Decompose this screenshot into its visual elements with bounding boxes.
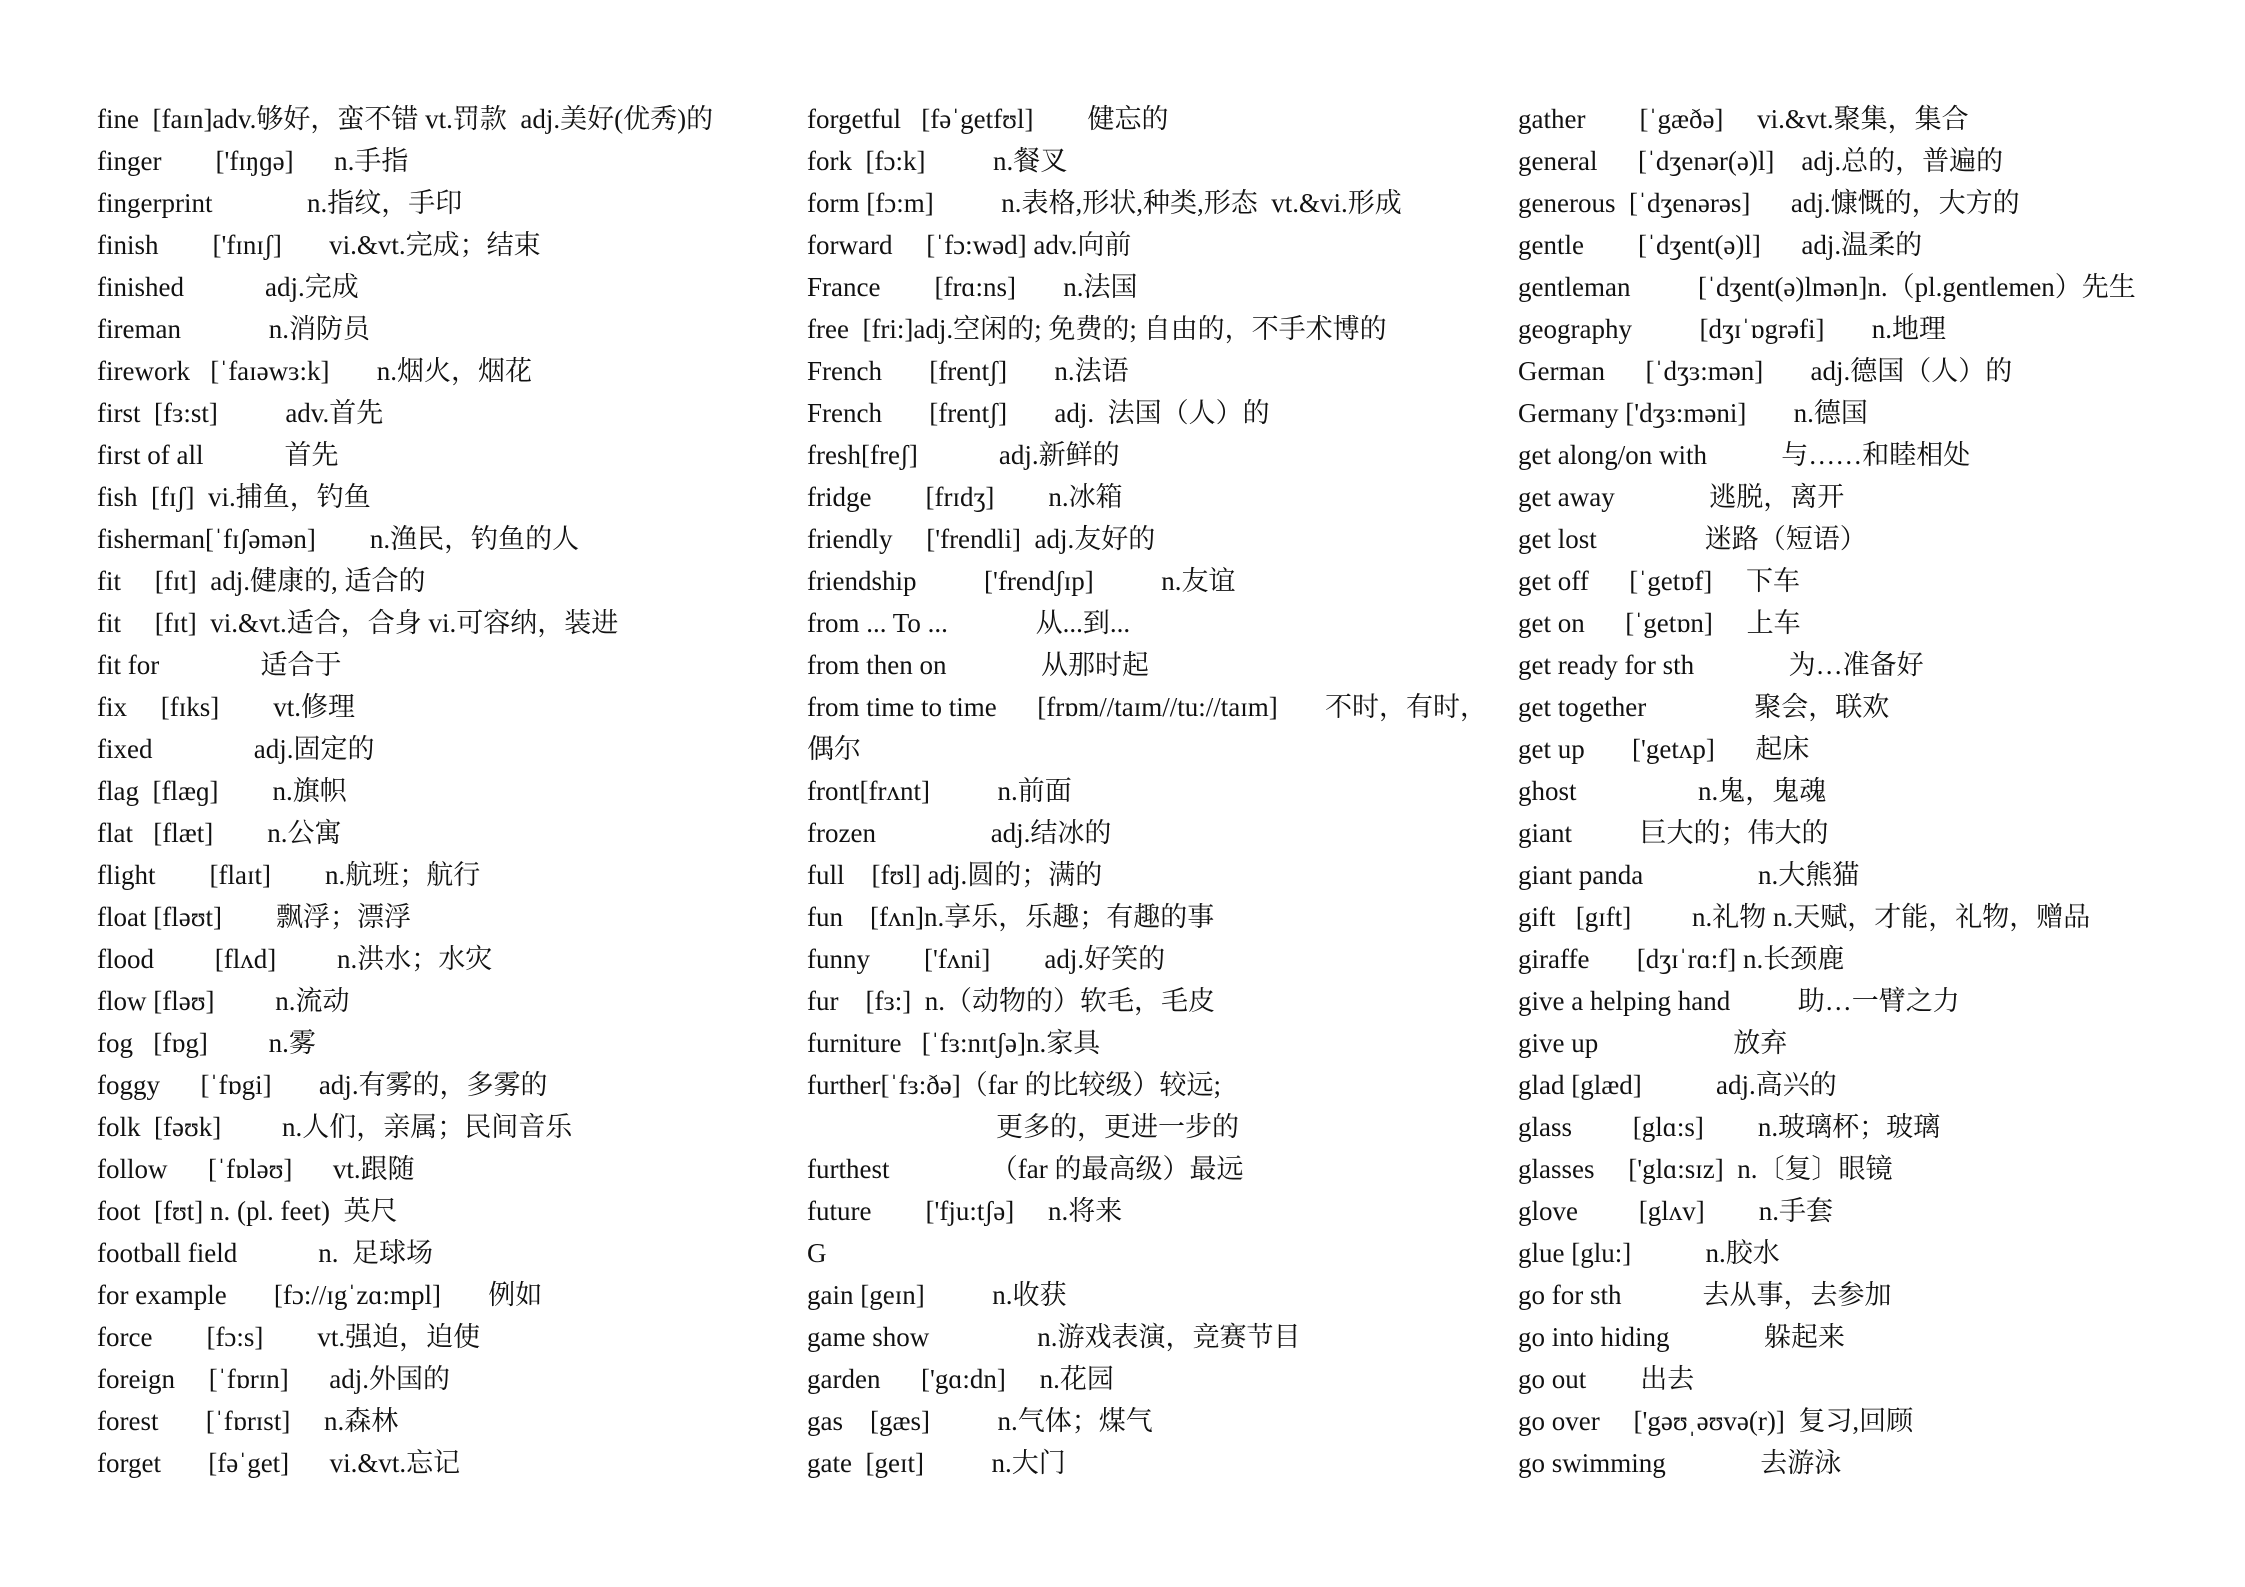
vocabulary-entry: gas [gæs] n.气体；煤气 — [807, 1406, 1153, 1436]
vocabulary-entry: glue [glu:] n.胶水 — [1518, 1238, 1780, 1268]
vocabulary-entry: get together 聚会，联欢 — [1518, 692, 1890, 722]
vocabulary-entry: get lost 迷路（短语） — [1518, 524, 1867, 554]
vocabulary-entry: go out 出去 — [1518, 1364, 1695, 1394]
vocabulary-entry: float [fləʊt] 飘浮；漂浮 — [97, 902, 412, 932]
vocabulary-entry: fog [fɒg] n.雾 — [97, 1028, 316, 1058]
vocabulary-entry: full [fʊl] adj.圆的；满的 — [807, 860, 1103, 890]
vocabulary-entry: get off [ˈgetɒf] 下车 — [1518, 566, 1801, 596]
vocabulary-entry: from then on 从那时起 — [807, 650, 1149, 680]
vocabulary-entry: funny ['fʌni] adj.好笑的 — [807, 944, 1166, 974]
vocabulary-entry: fish [fɪʃ] vi.捕鱼，钓鱼 — [97, 482, 371, 512]
vocabulary-entry: fresh[freʃ] adj.新鲜的 — [807, 440, 1120, 470]
vocabulary-entry: fix [fɪks] vt.修理 — [97, 692, 355, 722]
vocabulary-entry: glasses ['glɑ:sɪz] n.〔复〕眼镜 — [1518, 1154, 1893, 1184]
vocabulary-entry: Germany ['dʒɜ:məni] n.德国 — [1518, 398, 1868, 428]
vocabulary-entry: gentleman [ˈdʒent(ə)lmən]n.（pl.gentlemen）先生 — [1518, 272, 2136, 302]
vocabulary-entry: future ['fju:tʃə] n.将来 — [807, 1196, 1123, 1226]
vocabulary-column-3 — [1518, 98, 2178, 1484]
vocabulary-entry: front[frʌnt] n.前面 — [807, 776, 1072, 806]
vocabulary-column-1 — [97, 98, 757, 1484]
vocabulary-entry: furniture [ˈfɜ:nɪtʃə]n.家具 — [807, 1028, 1101, 1058]
vocabulary-entry: fine [faɪn]adv.够好，蛮不错 vt.罚款 adj.美好(优秀)的 — [97, 104, 714, 134]
vocabulary-entry: get ready for sth 为…准备好 — [1518, 650, 1924, 680]
vocabulary-entry: 偶尔 — [807, 734, 861, 764]
vocabulary-entry: forward [ˈfɔ:wəd] adv.向前 — [807, 230, 1132, 260]
vocabulary-entry: first [fɜ:st] adv.首先 — [97, 398, 384, 428]
vocabulary-entry: form [fɔ:m] n.表格,形状,种类,形态 vt.&vi.形成 — [807, 188, 1402, 218]
vocabulary-entry: forgetful [fəˈgetfʊl] 健忘的 — [807, 104, 1169, 134]
vocabulary-entry: forest [ˈfɒrɪst] n.森林 — [97, 1406, 399, 1436]
vocabulary-entry: get on [ˈgetɒn] 上车 — [1518, 608, 1801, 638]
vocabulary-entry: further[ˈfɜ:ðə]（far 的比较级）较远; — [807, 1070, 1221, 1100]
vocabulary-entry: gain [geɪn] n.收获 — [807, 1280, 1067, 1310]
vocabulary-entry: give a helping hand 助…一臂之力 — [1518, 986, 1960, 1016]
vocabulary-entry: friendly ['frendli] adj.友好的 — [807, 524, 1156, 554]
vocabulary-entry: flow [fləʊ] n.流动 — [97, 986, 350, 1016]
vocabulary-entry: get along/on with 与……和睦相处 — [1518, 440, 1971, 470]
vocabulary-entry: glad [glæd] adj.高兴的 — [1518, 1070, 1837, 1100]
vocabulary-entry: go swimming 去游泳 — [1518, 1448, 1842, 1478]
vocabulary-entry: fixed adj.固定的 — [97, 734, 375, 764]
vocabulary-entry: gift [gɪft] n.礼物 n.天赋，才能，礼物，赠品 — [1518, 902, 2091, 932]
vocabulary-entry: give up 放弃 — [1518, 1028, 1788, 1058]
vocabulary-entry: flight [flaɪt] n.航班；航行 — [97, 860, 481, 890]
vocabulary-entry: giraffe [dʒɪˈrɑ:f] n.长颈鹿 — [1518, 944, 1845, 974]
vocabulary-entry: foreign [ˈfɒrɪn] adj.外国的 — [97, 1364, 451, 1394]
vocabulary-entry: generous [ˈdʒenərəs] adj.慷慨的，大方的 — [1518, 188, 2020, 218]
vocabulary-entry: firework [ˈfaɪəwɜ:k] n.烟火，烟花 — [97, 356, 532, 386]
vocabulary-entry: foggy [ˈfɒgi] adj.有雾的，多雾的 — [97, 1070, 548, 1100]
vocabulary-entry: ghost n.鬼，鬼魂 — [1518, 776, 1827, 806]
vocabulary-entry: France [frɑ:ns] n.法国 — [807, 272, 1138, 302]
vocabulary-entry: gate [geɪt] n.大门 — [807, 1448, 1066, 1478]
vocabulary-entry: first of all 首先 — [97, 440, 339, 470]
vocabulary-entry: go into hiding 躲起来 — [1518, 1322, 1846, 1352]
vocabulary-entry: folk [fəʊk] n.人们，亲属；民间音乐 — [97, 1112, 573, 1142]
vocabulary-entry: fisherman[ˈfɪʃəmən] n.渔民，钓鱼的人 — [97, 524, 580, 554]
vocabulary-entry: glove [glʌv] n.手套 — [1518, 1196, 1833, 1226]
vocabulary-entry: friendship ['frendʃɪp] n.友谊 — [807, 566, 1236, 596]
vocabulary-entry: French [frentʃ] n.法语 — [807, 356, 1129, 386]
vocabulary-entry: G — [807, 1238, 827, 1268]
vocabulary-entry: get up ['getʌp] 起床 — [1518, 734, 1810, 764]
vocabulary-entry: from time to time [frɒm//taɪm//tu://taɪm] 不时，有时， — [807, 692, 1488, 722]
vocabulary-entry: for example [fɔ://ɪgˈzɑ:mpl] 例如 — [97, 1280, 543, 1310]
vocabulary-entry: fit [fɪt] adj.健康的, 适合的 — [97, 566, 426, 596]
vocabulary-entry: foot [fʊt] n. (pl. feet) 英尺 — [97, 1196, 398, 1226]
vocabulary-entry: fridge [frɪdʒ] n.冰箱 — [807, 482, 1123, 512]
vocabulary-entry: gentle [ˈdʒent(ə)l] adj.温柔的 — [1518, 230, 1923, 260]
vocabulary-entry: follow [ˈfɒləʊ] vt.跟随 — [97, 1154, 415, 1184]
vocabulary-entry: 更多的，更进一步的 — [807, 1112, 1239, 1142]
vocabulary-entry: German [ˈdʒɜ:mən] adj.德国（人）的 — [1518, 356, 2013, 386]
vocabulary-entry: from ... To ... 从...到... — [807, 608, 1131, 638]
vocabulary-entry: frozen adj.结冰的 — [807, 818, 1112, 848]
vocabulary-entry: geography [dʒɪˈɒgrəfi] n.地理 — [1518, 314, 1947, 344]
vocabulary-entry: giant 巨大的；伟大的 — [1518, 818, 1829, 848]
vocabulary-entry: forget [fəˈget] vi.&vt.忘记 — [97, 1448, 461, 1478]
vocabulary-entry: fit for 适合于 — [97, 650, 342, 680]
vocabulary-entry: fur [fɜ:] n.（动物的）软毛，毛皮 — [807, 986, 1216, 1016]
vocabulary-entry: football field n. 足球场 — [97, 1238, 433, 1268]
vocabulary-entry: giant panda n.大熊猫 — [1518, 860, 1860, 890]
vocabulary-entry: French [frentʃ] adj. 法国（人）的 — [807, 398, 1270, 428]
vocabulary-entry: get away 逃脱，离开 — [1518, 482, 1845, 512]
vocabulary-entry: fireman n.消防员 — [97, 314, 370, 344]
vocabulary-entry: fingerprint n.指纹，手印 — [97, 188, 463, 218]
vocabulary-entry: finished adj.完成 — [97, 272, 359, 302]
vocabulary-entry: flood [flʌd] n.洪水；水灾 — [97, 944, 493, 974]
vocabulary-entry: go for sth 去从事，去参加 — [1518, 1280, 1892, 1310]
vocabulary-column-2 — [807, 98, 1488, 1484]
vocabulary-entry: game show n.游戏表演，竞赛节目 — [807, 1322, 1301, 1352]
vocabulary-entry: flat [flæt] n.公寓 — [97, 818, 342, 848]
vocabulary-entry: finish ['fɪnɪʃ] vi.&vt.完成；结束 — [97, 230, 541, 260]
vocabulary-entry: gather [ˈgæðə] vi.&vt.聚集，集合 — [1518, 104, 1969, 134]
vocabulary-entry: fork [fɔ:k] n.餐叉 — [807, 146, 1068, 176]
vocabulary-entry: go over ['gəʊˌəʊvə(r)] 复习,回顾 — [1518, 1406, 1914, 1436]
vocabulary-entry: furthest （far 的最高级）最远 — [807, 1154, 1244, 1184]
vocabulary-entry: flag [flæɡ] n.旗帜 — [97, 776, 347, 806]
vocabulary-entry: glass [glɑ:s] n.玻璃杯；玻璃 — [1518, 1112, 1941, 1142]
vocabulary-entry: force [fɔ:s] vt.强迫，迫使 — [97, 1322, 481, 1352]
vocabulary-entry: garden ['gɑ:dn] n.花园 — [807, 1364, 1114, 1394]
vocabulary-entry: fit [fɪt] vi.&vt.适合，合身 vi.可容纳，装进 — [97, 608, 619, 638]
vocabulary-entry: finger ['fɪŋɡə] n.手指 — [97, 146, 409, 176]
vocabulary-entry: general [ˈdʒenər(ə)l] adj.总的，普遍的 — [1518, 146, 2004, 176]
vocabulary-entry: fun [fʌn]n.享乐，乐趣；有趣的事 — [807, 902, 1215, 932]
vocabulary-entry: free [fri:]adj.空闲的; 免费的; 自由的，不手术博的 — [807, 314, 1387, 344]
